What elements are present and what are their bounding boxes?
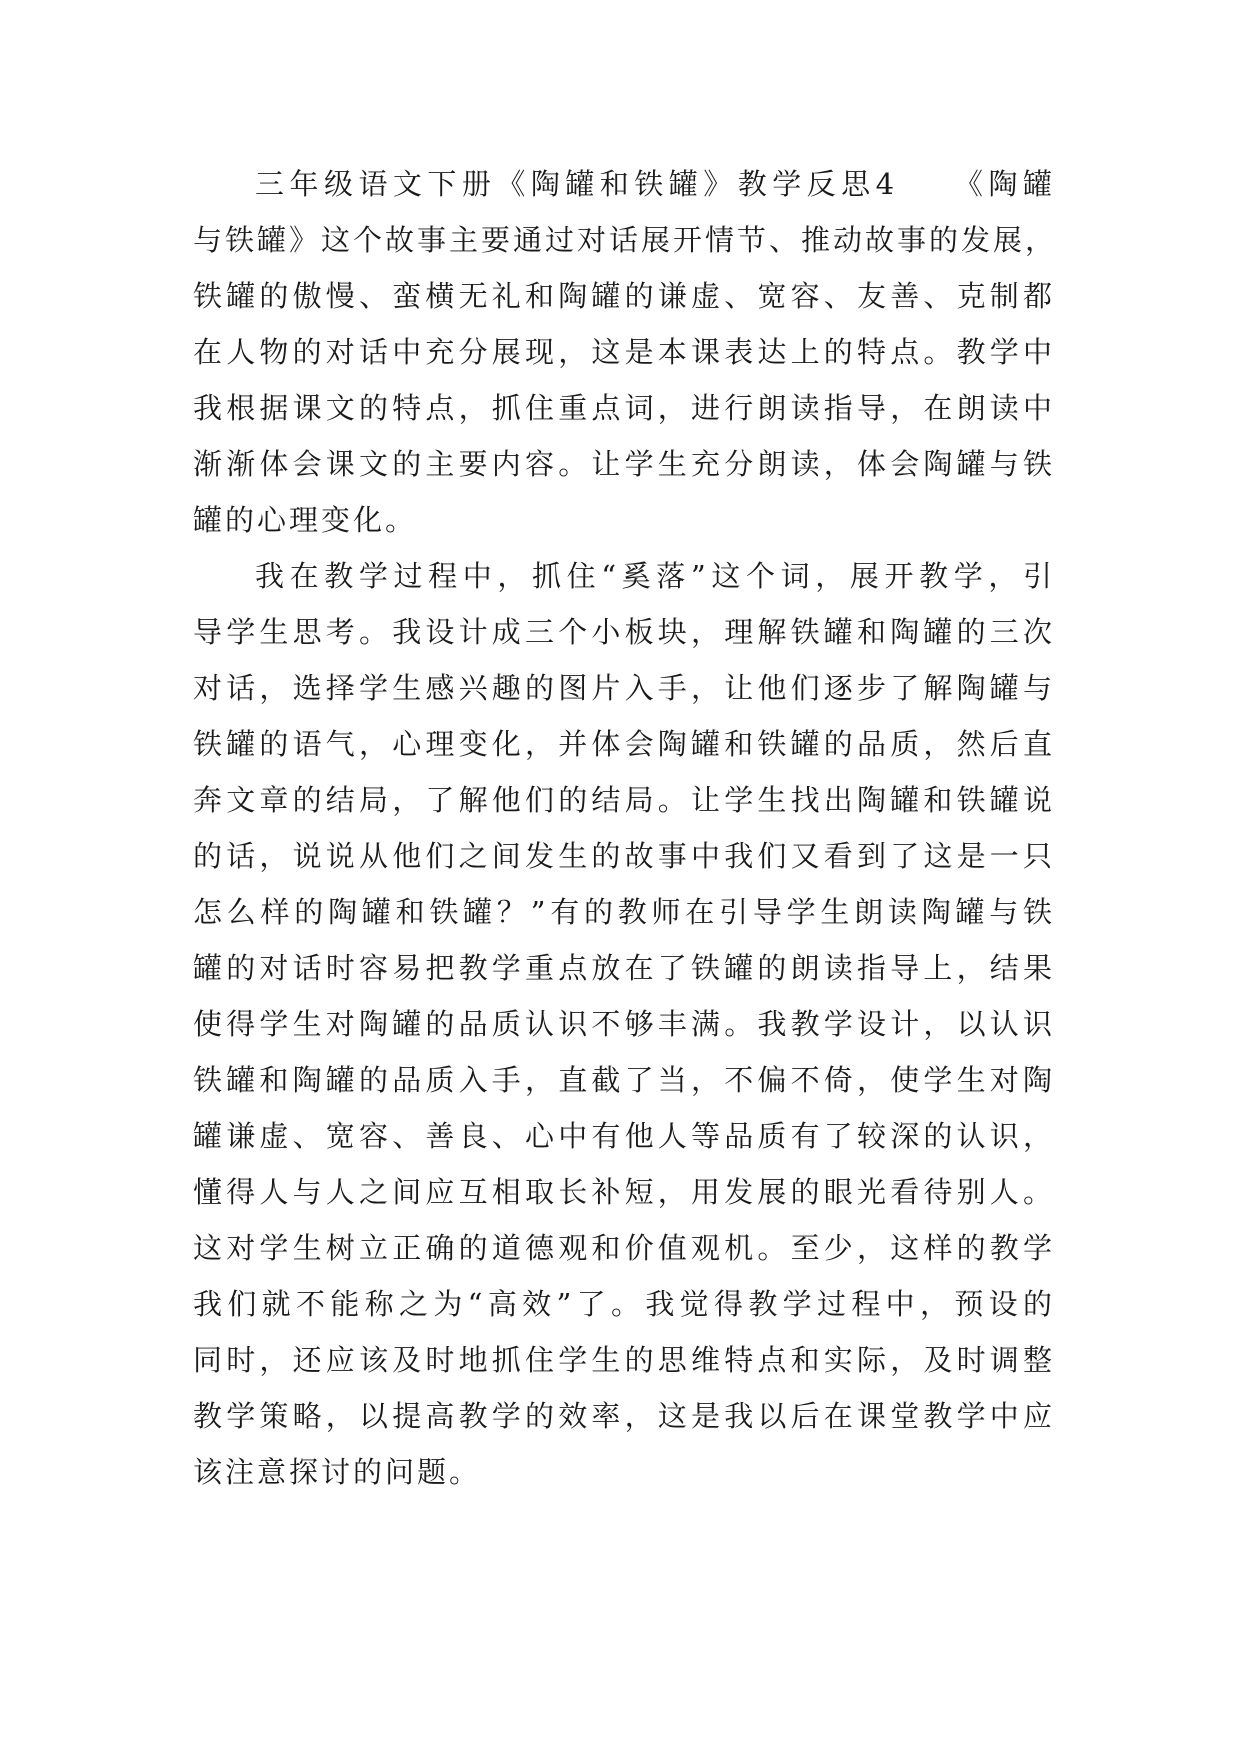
text-line: 铁罐的语气，心理变化，并体会陶罐和铁罐的品质，然后直 [193,727,1055,761]
text-line: 这对学生树立正确的道德观和价值观机。至少，这样的教学 [193,1231,1055,1265]
text-line: 导学生思考。我设计成三个小板块，理解铁罐和陶罐的三次 [193,615,1055,649]
text-line: 与铁罐》这个故事主要通过对话展开情节、推动故事的发展， [193,223,1058,257]
text-line: 在人物的对话中充分展现，这是本课表达上的特点。教学中 [193,335,1055,369]
text-line: 三年级语文下册《陶罐和铁罐》教学反思4 《陶罐 [255,167,1055,201]
text-line: 使得学生对陶罐的品质认识不够丰满。我教学设计，以认识 [193,1007,1055,1041]
text-line: 我们就不能称之为“高效”了。我觉得教学过程中，预设的 [193,1287,1055,1321]
text-line: 怎么样的陶罐和铁罐？”有的教师在引导学生朗读陶罐与铁 [193,895,1055,929]
text-line: 同时，还应该及时地抓住学生的思维特点和实际，及时调整 [193,1343,1055,1377]
text-line: 我根据课文的特点，抓住重点词，进行朗读指导，在朗读中 [193,391,1055,425]
text-line: 的话，说说从他们之间发生的故事中我们又看到了这是一只 [193,839,1055,873]
paragraph-1 [193,156,1058,548]
document-body [193,156,1058,1500]
text-line: 奔文章的结局，了解他们的结局。让学生找出陶罐和铁罐说 [193,783,1055,817]
text-line: 罐的心理变化。 [193,503,418,537]
text-line: 铁罐和陶罐的品质入手，直截了当，不偏不倚，使学生对陶 [193,1063,1055,1097]
text-line: 懂得人与人之间应互相取长补短，用发展的眼光看待别人。 [193,1175,1055,1209]
text-line: 罐谦虚、宽容、善良、心中有他人等品质有了较深的认识， [193,1119,1055,1153]
text-line: 渐渐体会课文的主要内容。让学生充分朗读，体会陶罐与铁 [193,447,1055,481]
text-line: 教学策略，以提高教学的效率，这是我以后在课堂教学中应 [193,1399,1055,1433]
text-line: 铁罐的傲慢、蛮横无礼和陶罐的谦虚、宽容、友善、克制都 [193,279,1055,313]
text-line: 我在教学过程中，抓住“奚落”这个词，展开教学，引 [255,559,1055,593]
text-line: 该注意探讨的问题。 [193,1455,482,1489]
text-line: 罐的对话时容易把教学重点放在了铁罐的朗读指导上，结果 [193,951,1055,985]
paragraph-2 [193,548,1055,1500]
text-line: 对话，选择学生感兴趣的图片入手，让他们逐步了解陶罐与 [193,671,1055,705]
